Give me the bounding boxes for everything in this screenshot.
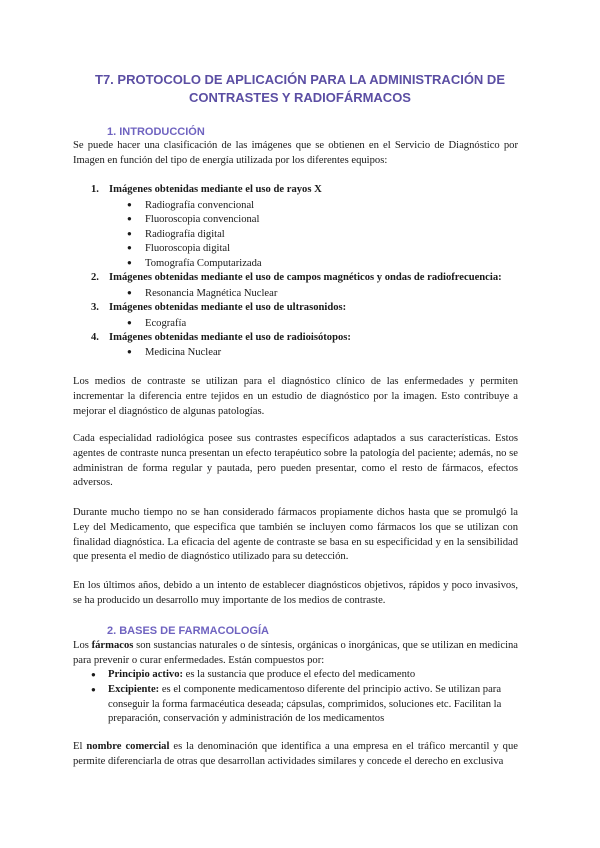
bullet-excipiente: ● Excipiente: es el componente medicamentoso diferente del principio activo. Se utilizan para conseguir la forma farmacéutica deseada; cápsulas, comprimidos, soluciones etc. Facilitan la preparación, conservación y administración de los medicamentos	[91, 684, 502, 725]
list-item-1	[91, 183, 322, 197]
list-item-3	[91, 301, 346, 315]
list-number: 2.	[91, 272, 99, 283]
list-number: 1.	[91, 184, 99, 195]
farmacos-paragraph: Los fármacos son sustancias naturales o de síntesis, orgánicas o inorgánicas, que se utilizan en medicina para prevenir o curar enfermedades. Están compuestos por:	[73, 640, 519, 666]
paragraph-ley-medicamento: Durante mucho tiempo no se han considerado fármacos propiamente dichos hasta que se promulgó la Ley del Medicamento, que especifica que también se incluyen como fármacos los que se utilizan con finalidad diagnóstica. La eficacia del agente de contraste se basa en su especificidad y en la sensibilidad que presenta el medio de diagnóstico utilizado para su detección.	[73, 507, 518, 563]
sub-item: ● Fluoroscopia digital	[127, 243, 231, 254]
list-item-2	[91, 271, 502, 285]
bullet-icon: ●	[127, 347, 132, 356]
list-label: Imágenes obtenidas mediante el uso de radioisótopos:	[109, 332, 351, 343]
sub-item: ● Fluoroscopia convencional	[127, 214, 260, 225]
bullet-icon: ●	[127, 200, 132, 209]
paragraph-especialidad: Cada especialidad radiológica posee sus contrastes específicos adaptados a sus características. Estos agentes de contraste nunca presentan un efecto terapéutico sobre la patología del paciente; además, no se administran de forma regular y pautada, pero pueden presentar, como el resto de fármacos, efectos adversos.	[73, 433, 518, 489]
sub-item: ● Radiografía digital	[127, 229, 225, 240]
list-number: 3.	[91, 302, 99, 313]
bullet-icon: ●	[91, 685, 96, 694]
bullet-icon: ●	[127, 288, 132, 297]
title-line-1: T7. PROTOCOLO DE APLICACIÓN PARA LA ADMINISTRACIÓN DE	[95, 72, 505, 87]
intro-paragraph: Se puede hacer una clasificación de las imágenes que se obtienen en el Servicio de Diagnóstico por Imagen en función del tipo de energía utilizada por los diferentes equipos:	[73, 140, 518, 166]
bullet-icon: ●	[127, 229, 132, 238]
bullet-icon: ●	[127, 318, 132, 327]
bullet-icon: ●	[127, 243, 132, 252]
sub-item: ● Ecografía	[127, 318, 187, 329]
list-label: Imágenes obtenidas mediante el uso de rayos X	[109, 184, 322, 195]
bullet-icon: ●	[127, 214, 132, 223]
sub-item: ● Medicina Nuclear	[127, 347, 222, 358]
list-number: 4.	[91, 332, 99, 343]
bullet-icon: ●	[91, 670, 96, 679]
section-heading-introduccion: 1. INTRODUCCIÓN	[107, 126, 205, 138]
nombre-comercial-paragraph: El nombre comercial es la denominación que identifica a una empresa en el tráfico mercantil y que permite diferenciarla de otras que desarrollan actividades similares y concede el derecho en exclusiva	[73, 741, 518, 767]
sub-item: ● Resonancia Magnética Nuclear	[127, 288, 278, 299]
document-title	[73, 71, 527, 107]
paragraph-contraste-uso: Los medios de contraste se utilizan para el diagnóstico clínico de las enfermedades y permiten incrementar la diferencia entre tejidos en un estudio de diagnóstico por la imagen. Esto contribuye a mejorar el diagnóstico de algunas patologías.	[73, 376, 518, 417]
list-label: Imágenes obtenidas mediante el uso de ultrasonidos:	[109, 302, 347, 313]
paragraph-ultimos-anos: En los últimos años, debido a un intento de establecer diagnósticos objetivos, rápidos y poco invasivos, se ha producido un desarrollo muy importante de los medios de contraste.	[73, 580, 518, 606]
bullet-icon: ●	[127, 258, 132, 267]
list-item-4	[91, 331, 351, 345]
list-label: Imágenes obtenidas mediante el uso de campos magnéticos y ondas de radiofrecuencia:	[109, 272, 502, 283]
title-line-2: CONTRASTES Y RADIOFÁRMACOS	[189, 90, 411, 105]
sub-item: ● Radiografía convencional	[127, 200, 255, 211]
bullet-principio-activo: ● Principio activo: es la sustancia que produce el efecto del medicamento	[91, 668, 518, 683]
section-heading-farmacologia: 2. BASES DE FARMACOLOGÍA	[107, 625, 269, 637]
sub-item: ● Tomografía Computarizada	[127, 258, 262, 269]
